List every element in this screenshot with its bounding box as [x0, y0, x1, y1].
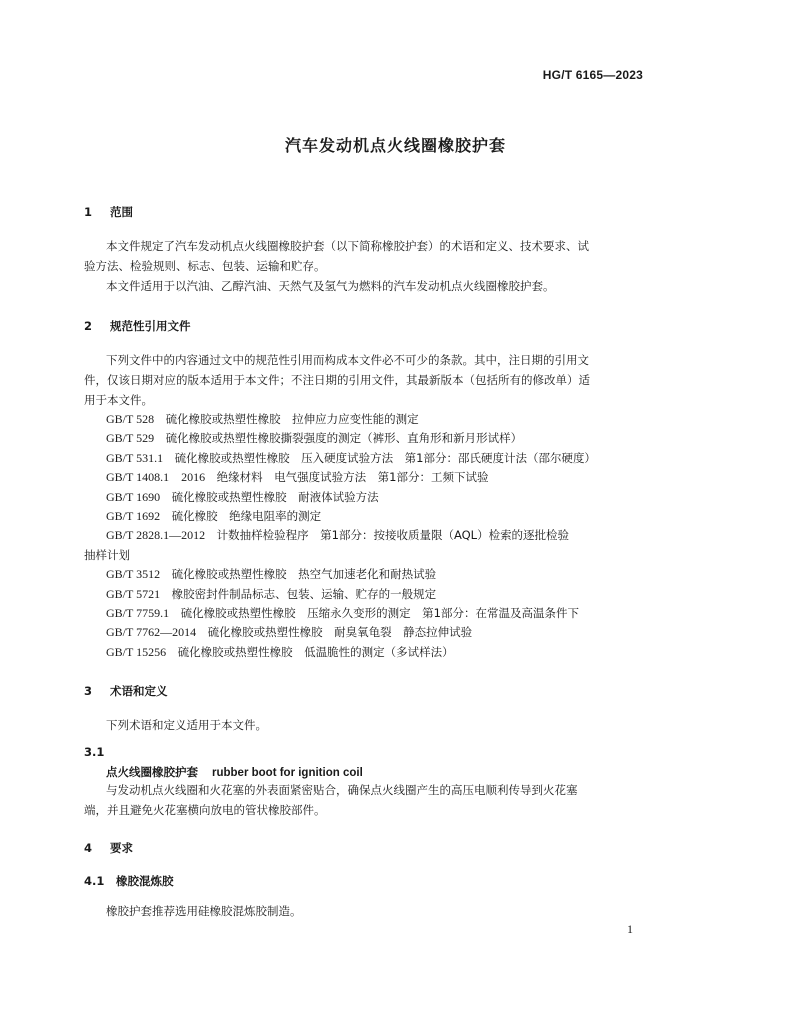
section-3-heading: [84, 683, 168, 699]
reference-code: GB/T 2828.1—2012: [106, 528, 206, 543]
reference-item: [106, 449, 596, 469]
scope-paragraph-2: 本文件适用于以汽油、乙醇汽油、天然气及氢气为燃料的汽车发动机点火线圈橡胶护套。: [106, 279, 555, 293]
section-number: 4: [84, 841, 93, 855]
term-3-1-heading: [106, 764, 363, 780]
reference-code: GB/T 5721: [106, 586, 161, 601]
section-1-heading: [84, 204, 133, 220]
reference-item: [84, 546, 130, 566]
reference-code: GB/T 528: [106, 412, 155, 426]
scope-line-2: 验方法、检验规则、标志、包装、运输和贮存。: [84, 259, 326, 273]
reference-title: 计数抽样检验程序 第1部分：按接收质量限（AQL）检索的逐批检验: [216, 528, 570, 543]
reference-item: [106, 623, 472, 643]
section-number: 1: [84, 205, 93, 219]
section-2-heading: [84, 318, 191, 334]
refs-intro-line-2: 件，仅该日期对应的版本适用于本文件；不注日期的引用文件，其最新版本（包括所有的修改单）适: [84, 373, 590, 387]
reference-item: [106, 604, 579, 624]
refs-intro-line-1: 下列文件中的内容通过文中的规范性引用而构成本文件必不可少的条款。其中，注日期的引用文: [106, 353, 589, 367]
reference-code: GB/T 7759.1: [106, 606, 170, 620]
term-definition-line-2: 端，并且避免火花塞横向放电的管状橡胶部件。: [84, 803, 326, 817]
term-definition-line-1: 与发动机点火线圈和火花塞的外表面紧密贴合，确保点火线圈产生的高压电顺利传导到火花塞: [106, 783, 578, 797]
reference-title: 抽样计划: [84, 547, 130, 562]
reference-code: GB/T 15256: [106, 644, 167, 659]
reference-title: 硫化橡胶或热塑性橡胶 热空气加速老化和耐热试验: [171, 567, 437, 582]
reference-code: GB/T 3512: [106, 567, 161, 582]
reference-title: 绝缘材料 电气强度试验方法 第1部分：工频下试验: [216, 470, 489, 485]
term-3-1-number: 3.1: [84, 745, 105, 759]
reference-title: 硫化橡胶或热塑性橡胶 压缩永久变形的测定 第1部分：在常温及高温条件下: [180, 606, 579, 620]
reference-code: GB/T 531.1: [106, 450, 164, 465]
reference-title: 硫化橡胶或热塑性橡胶 拉伸应力应变性能的测定: [165, 412, 419, 426]
reference-item: [106, 585, 436, 605]
reference-item: [106, 410, 419, 430]
reference-item: [106, 507, 321, 527]
reference-item: [106, 526, 569, 546]
section-title: 规范性引用文件: [110, 319, 191, 333]
reference-title: 硫化橡胶或热塑性橡胶 耐臭氧龟裂 静态拉伸试验: [207, 625, 473, 640]
subsection-title: 橡胶混炼胶: [116, 874, 174, 888]
reference-item: [106, 488, 379, 508]
reference-code: GB/T 1690: [106, 489, 161, 504]
reference-code: GB/T 1408.1 2016: [106, 470, 206, 485]
page-number: 1: [627, 922, 633, 936]
section-4-heading: [84, 840, 133, 856]
reference-title: 橡胶密封件制品标志、包装、运输、贮存的一般规定: [171, 586, 437, 601]
reference-code: GB/T 1692: [106, 509, 161, 523]
reference-code: GB/T 529: [106, 431, 155, 446]
terms-intro: 下列术语和定义适用于本文件。: [106, 718, 267, 732]
section-title: 范围: [110, 205, 133, 219]
document-title: 汽车发动机点火线圈橡胶护套: [284, 136, 506, 155]
section-title: 要求: [110, 841, 133, 855]
reference-item: [106, 468, 488, 488]
subsection-4-1-text: 橡胶护套推荐选用硅橡胶混炼胶制造。: [106, 904, 302, 918]
reference-title: 硫化橡胶 绝缘电阻率的测定: [171, 509, 322, 523]
term-chinese: 点火线圈橡胶护套: [106, 765, 198, 779]
refs-intro-line-3: 用于本文件。: [84, 393, 153, 407]
scope-line-1: 本文件规定了汽车发动机点火线圈橡胶护套（以下简称橡胶护套）的术语和定义、技术要求、试: [106, 239, 589, 253]
term-english: rubber boot for ignition coil: [212, 767, 363, 779]
reference-title: 硫化橡胶或热塑性橡胶 低温脆性的测定（多试样法）: [177, 644, 454, 659]
reference-title: 硫化橡胶或热塑性橡胶撕裂强度的测定（裤形、直角形和新月形试样）: [165, 431, 523, 446]
subsection-number: 4.1: [84, 874, 105, 888]
reference-item: [106, 643, 454, 663]
reference-item: [106, 429, 522, 449]
section-number: 3: [84, 684, 93, 698]
reference-title: 硫化橡胶或热塑性橡胶 压入硬度试验方法 第1部分：邵氏硬度计法（邵尔硬度）: [174, 450, 596, 465]
standard-code: HG/T 6165—2023: [542, 68, 643, 82]
reference-title: 硫化橡胶或热塑性橡胶 耐液体试验方法: [171, 489, 379, 504]
section-title: 术语和定义: [110, 684, 168, 698]
reference-code: GB/T 7762—2014: [106, 625, 197, 640]
reference-item: [106, 565, 436, 585]
section-number: 2: [84, 319, 93, 333]
section-4-1-heading: [84, 873, 174, 889]
